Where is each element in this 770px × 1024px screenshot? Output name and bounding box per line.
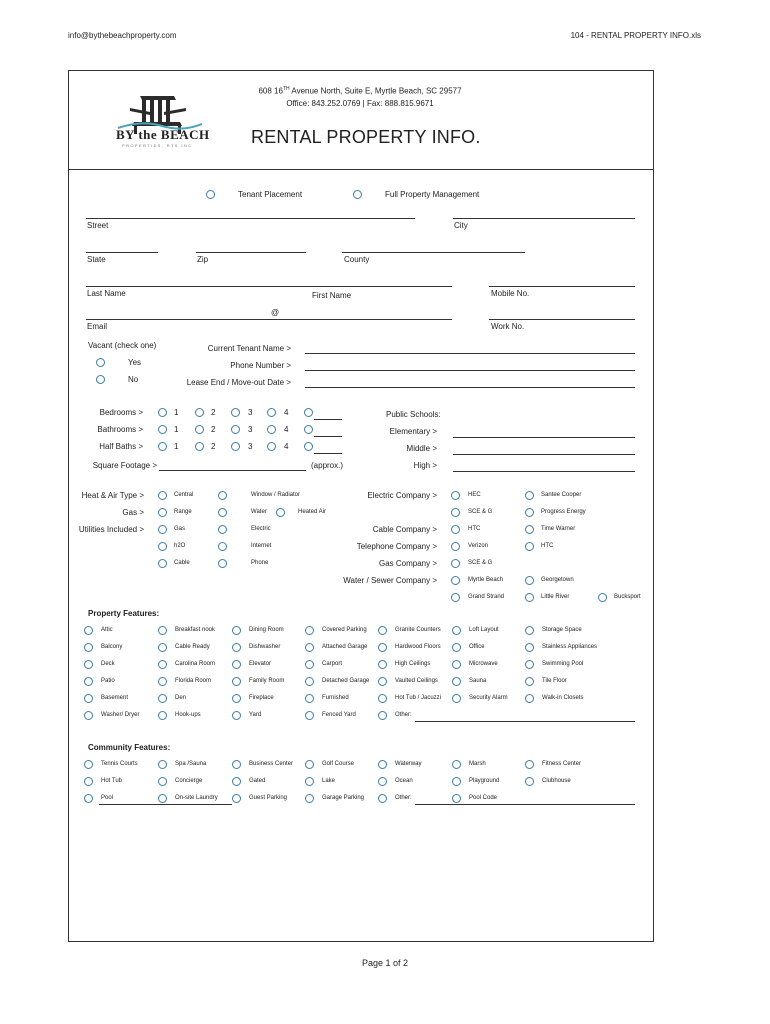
other-checkbox[interactable] (378, 794, 387, 803)
attic-label: Attic (101, 627, 113, 633)
verizon-label: Verizon (468, 543, 489, 549)
yard-checkbox[interactable] (232, 711, 241, 720)
cable-label: Cable (174, 560, 190, 566)
florida-room-checkbox[interactable] (158, 677, 167, 686)
storage-space-label: Storage Space (542, 627, 582, 633)
myrtle-beach-radio[interactable] (451, 576, 460, 585)
security-alarm-checkbox[interactable] (452, 694, 461, 703)
hardwood-floors-checkbox[interactable] (378, 643, 387, 652)
hec-radio[interactable] (451, 491, 460, 500)
middle-label: Middle > (406, 444, 437, 453)
property-features-heading: Property Features: (88, 609, 160, 618)
pool-code-label: Pool Code (469, 795, 498, 801)
carport-label: Carport (322, 661, 343, 667)
high-field[interactable] (453, 471, 635, 472)
bedrooms-4-radio[interactable] (267, 408, 276, 417)
playground-label: Playground (469, 778, 500, 784)
street-field[interactable] (86, 218, 415, 219)
lease-end-label: Lease End / Move-out Date > (186, 378, 291, 387)
water-company-label: Water / Sewer Company > (343, 576, 437, 585)
email-field[interactable] (86, 319, 452, 320)
h2o-label: h2O (174, 543, 186, 549)
myrtle-beach-label: Myrtle Beach (468, 577, 504, 583)
tile-floor-checkbox[interactable] (525, 677, 534, 686)
guest-parking-checkbox[interactable] (232, 794, 241, 803)
tenant-placement-radio[interactable] (206, 190, 215, 199)
company-address: 608 16TH Avenue North, Suite E, Myrtle Beach, SC 29577 (258, 86, 462, 96)
mobile-label: Mobile No. (491, 289, 530, 298)
htc-cable-label: HTC (468, 526, 481, 532)
header-email[interactable]: info@bythebeachproperty.com (68, 31, 177, 40)
bucksport-radio[interactable] (598, 593, 607, 602)
half-baths-1-radio[interactable] (158, 442, 167, 451)
golf-course-label: Golf Course (322, 761, 355, 767)
bathrooms-other-radio[interactable] (304, 425, 313, 434)
page-number: Page 1 of 2 (361, 958, 409, 968)
golf-course-checkbox[interactable] (305, 760, 314, 769)
street-label: Street (87, 221, 109, 230)
spa-sauna-label: Spa /Sauna (175, 761, 207, 767)
bathrooms-other-field[interactable] (314, 436, 342, 437)
swimming-pool-checkbox[interactable] (525, 660, 534, 669)
balcony-checkbox[interactable] (84, 643, 93, 652)
heat-air-label: Heat & Air Type > (81, 491, 144, 500)
security-alarm-label: Security Alarm (469, 695, 508, 701)
half-baths-4-radio[interactable] (267, 442, 276, 451)
central-label: Central (174, 492, 194, 498)
bedrooms-other-radio[interactable] (304, 408, 313, 417)
internet-label: Internet (251, 543, 272, 549)
vacant-no-label: No (128, 375, 139, 384)
fireplace-label: Fireplace (249, 695, 274, 701)
bathrooms-2-label: 2 (211, 425, 216, 434)
hot-tub-jacuzzi-checkbox[interactable] (378, 694, 387, 703)
little-river-radio[interactable] (525, 593, 534, 602)
city-label: City (454, 221, 468, 230)
telephone-company-label: Telephone Company > (356, 542, 437, 551)
ocean-checkbox[interactable] (378, 777, 387, 786)
form-title: RENTAL PROPERTY INFO. (251, 127, 481, 147)
business-center-label: Business Center (249, 761, 294, 767)
vacant-yes-radio[interactable] (96, 358, 105, 367)
gas-company-label: Gas Company > (378, 559, 437, 568)
grand-strand-label: Grand Strand (468, 594, 505, 600)
elementary-label: Elementary > (389, 427, 437, 436)
heated-air-radio[interactable] (276, 508, 285, 517)
gas-type-label: Gas > (122, 508, 144, 517)
washer-dryer-label: Washer/ Dryer (101, 712, 140, 718)
walk-in-closets-label: Walk-in Closets (542, 695, 584, 701)
bedrooms-1-radio[interactable] (158, 408, 167, 417)
bathrooms-4-label: 4 (284, 425, 289, 434)
dining-room-checkbox[interactable] (232, 626, 241, 635)
sceg-gas-radio[interactable] (451, 559, 460, 568)
fenced-yard-checkbox[interactable] (305, 711, 314, 720)
washer-dryer-checkbox[interactable] (84, 711, 93, 720)
cable-ready-checkbox[interactable] (158, 643, 167, 652)
high-ceilings-checkbox[interactable] (378, 660, 387, 669)
yard-label: Yard (249, 712, 262, 718)
h2o-radio[interactable] (158, 542, 167, 551)
half-baths-other-radio[interactable] (304, 442, 313, 451)
current-tenant-field[interactable] (305, 353, 635, 354)
email-at-sign: @ (271, 308, 280, 317)
pool-code-checkbox[interactable] (452, 794, 461, 803)
pool-label: Pool (101, 795, 114, 801)
loft-layout-checkbox[interactable] (452, 626, 461, 635)
bedrooms-label: Bedrooms > (99, 408, 143, 417)
hot-tub-label: Hot Tub (101, 778, 123, 784)
tenant-placement-label: Tenant Placement (238, 190, 303, 199)
georgetown-radio[interactable] (525, 576, 534, 585)
tenant-phone-field[interactable] (305, 370, 635, 371)
sceg-electric-radio[interactable] (451, 508, 460, 517)
ocean-label: Ocean (395, 778, 413, 784)
den-label: Den (175, 695, 187, 701)
other-label: Other: (395, 795, 412, 801)
pool-code-text-field[interactable] (99, 804, 232, 805)
elementary-field[interactable] (453, 437, 635, 438)
concierge-label: Concierge (175, 778, 203, 784)
hook-ups-checkbox[interactable] (158, 711, 167, 720)
community-features-heading: Community Features: (88, 743, 171, 752)
hot-tub-checkbox[interactable] (84, 777, 93, 786)
elevator-checkbox[interactable] (232, 660, 241, 669)
cable-ready-label: Cable Ready (175, 644, 210, 650)
email-label: Email (87, 322, 108, 331)
bedrooms-2-radio[interactable] (195, 408, 204, 417)
waterway-checkbox[interactable] (378, 760, 387, 769)
carport-checkbox[interactable] (305, 660, 314, 669)
bedrooms-3-radio[interactable] (231, 408, 240, 417)
hot-tub-jacuzzi-label: Hot Tub / Jacuzzi (395, 695, 442, 701)
swimming-pool-label: Swimming Pool (542, 661, 584, 667)
granite-counters-label: Granite Counters (395, 627, 441, 633)
santee-cooper-label: Santee Cooper (541, 492, 582, 498)
covered-parking-checkbox[interactable] (305, 626, 314, 635)
stainless-appliances-label: Stainless Appliances (542, 644, 598, 650)
bedrooms-other-field[interactable] (314, 419, 342, 420)
family-room-label: Family Room (249, 678, 285, 684)
high-ceilings-label: High Ceilings (395, 661, 431, 667)
grand-strand-radio[interactable] (451, 593, 460, 602)
office-label: Office (469, 644, 485, 650)
county-label: County (344, 255, 370, 264)
deck-label: Deck (101, 661, 115, 667)
dining-room-label: Dining Room (249, 627, 284, 633)
hec-label: HEC (468, 492, 481, 498)
schools-heading: Public Schools: (386, 410, 441, 419)
zip-label: Zip (197, 255, 209, 264)
bathrooms-1-label: 1 (174, 425, 179, 434)
gas-utility-label: Gas (174, 526, 186, 532)
half-baths-3-radio[interactable] (231, 442, 240, 451)
htc-cable-radio[interactable] (451, 525, 460, 534)
zip-field[interactable] (196, 252, 306, 253)
granite-counters-checkbox[interactable] (378, 626, 387, 635)
range-radio[interactable] (158, 508, 167, 517)
heated-air-label: Heated Air (298, 509, 327, 515)
city-field[interactable] (453, 218, 635, 219)
bathrooms-2-radio[interactable] (195, 425, 204, 434)
sauna-label: Sauna (469, 678, 487, 684)
elevator-label: Elevator (249, 661, 272, 667)
spa-sauna-checkbox[interactable] (158, 760, 167, 769)
storage-space-checkbox[interactable] (525, 626, 534, 635)
logo-wordmark: BY the BEACH (116, 127, 210, 142)
header-divider (68, 169, 654, 170)
attached-garage-label: Attached Garage (322, 644, 368, 650)
work-label: Work No. (491, 322, 525, 331)
gated-checkbox[interactable] (232, 777, 241, 786)
vaulted-ceilings-label: Vaulted Ceilings (395, 678, 438, 684)
county-field[interactable] (342, 252, 525, 253)
hardwood-floors-label: Hardwood Floors (395, 644, 441, 650)
half-baths-label: Half Baths > (99, 442, 143, 451)
georgetown-label: Georgetown (541, 577, 574, 583)
breakfast-nook-checkbox[interactable] (158, 626, 167, 635)
patio-label: Patio (101, 678, 115, 684)
balcony-label: Balcony (101, 644, 123, 650)
window-label: Window / Radiator (251, 492, 301, 498)
sceg-gas-label: SCE & G (468, 560, 493, 566)
concierge-checkbox[interactable] (158, 777, 167, 786)
lake-label: Lake (322, 778, 336, 784)
on-site-laundry-label: On-site Laundry (175, 795, 218, 801)
other-text-field[interactable] (415, 721, 635, 722)
dishwasher-checkbox[interactable] (232, 643, 241, 652)
other-text-field[interactable] (415, 804, 635, 805)
sauna-checkbox[interactable] (452, 677, 461, 686)
guest-parking-label: Guest Parking (249, 795, 288, 801)
central-radio[interactable] (158, 491, 167, 500)
sceg-electric-label: SCE & G (468, 509, 493, 515)
time-warner-label: Time Warner (541, 526, 576, 532)
lease-end-field[interactable] (305, 387, 635, 388)
window-radio[interactable] (218, 491, 227, 500)
covered-parking-label: Covered Parking (322, 627, 367, 633)
state-field[interactable] (86, 252, 158, 253)
attic-checkbox[interactable] (84, 626, 93, 635)
garage-parking-label: Garage Parking (322, 795, 365, 801)
waterway-label: Waterway (395, 761, 422, 767)
gated-label: Gated (249, 778, 266, 784)
family-room-checkbox[interactable] (232, 677, 241, 686)
lake-checkbox[interactable] (305, 777, 314, 786)
clubhouse-label: Clubhouse (542, 778, 571, 784)
phone-label: Phone (251, 560, 269, 566)
bathrooms-label: Bathrooms > (97, 425, 143, 434)
other-label: Other: (395, 712, 412, 718)
bucksport-label: Bucksport (614, 594, 641, 600)
range-label: Range (174, 509, 192, 515)
bedrooms-2-label: 2 (211, 408, 216, 417)
tennis-courts-checkbox[interactable] (84, 760, 93, 769)
carolina-room-label: Carolina Room (175, 661, 216, 667)
half-baths-2-radio[interactable] (195, 442, 204, 451)
current-tenant-label: Current Tenant Name > (207, 344, 291, 353)
furnished-label: Furnished (322, 695, 349, 701)
walk-in-closets-checkbox[interactable] (525, 694, 534, 703)
basement-checkbox[interactable] (84, 694, 93, 703)
furnished-checkbox[interactable] (305, 694, 314, 703)
fenced-yard-label: Fenced Yard (322, 712, 356, 718)
carolina-room-checkbox[interactable] (158, 660, 167, 669)
work-field[interactable] (489, 319, 635, 320)
bedrooms-3-label: 3 (248, 408, 253, 417)
florida-room-label: Florida Room (175, 678, 212, 684)
name-field[interactable] (86, 286, 452, 287)
half-baths-1-label: 1 (174, 442, 179, 451)
fitness-center-label: Fitness Center (542, 761, 582, 767)
tennis-courts-label: Tennis Courts (101, 761, 138, 767)
microwave-label: Microwave (469, 661, 498, 667)
clubhouse-checkbox[interactable] (525, 777, 534, 786)
company-contact: Office: 843.252.0769 | Fax: 888.815.9671 (286, 99, 434, 108)
vacant-no-radio[interactable] (96, 375, 105, 384)
cable-radio[interactable] (158, 559, 167, 568)
fitness-center-checkbox[interactable] (525, 760, 534, 769)
stainless-appliances-checkbox[interactable] (525, 643, 534, 652)
garage-parking-checkbox[interactable] (305, 794, 314, 803)
detached-garage-label: Detached Garage (322, 678, 370, 684)
progress-energy-radio[interactable] (525, 508, 534, 517)
electric-company-label: Electric Company > (367, 491, 437, 500)
other-checkbox[interactable] (378, 711, 387, 720)
progress-energy-label: Progress Energy (541, 509, 586, 515)
deck-checkbox[interactable] (84, 660, 93, 669)
square-footage-label: Square Footage > (92, 461, 157, 470)
electric-radio[interactable] (218, 525, 227, 534)
half-baths-3-label: 3 (248, 442, 253, 451)
santee-cooper-radio[interactable] (525, 491, 534, 500)
half-baths-4-label: 4 (284, 442, 289, 451)
microwave-checkbox[interactable] (452, 660, 461, 669)
basement-label: Basement (101, 695, 129, 701)
bathrooms-3-label: 3 (248, 425, 253, 434)
breakfast-nook-label: Breakfast nook (175, 627, 216, 633)
detached-garage-checkbox[interactable] (305, 677, 314, 686)
htc-telephone-radio[interactable] (525, 542, 534, 551)
water-radio[interactable] (218, 508, 227, 517)
loft-layout-label: Loft Layout (469, 627, 499, 633)
fireplace-checkbox[interactable] (232, 694, 241, 703)
den-checkbox[interactable] (158, 694, 167, 703)
full-management-label: Full Property Management (385, 190, 480, 199)
water-label: Water (251, 509, 267, 515)
vacant-yes-label: Yes (128, 358, 142, 367)
patio-checkbox[interactable] (84, 677, 93, 686)
business-center-checkbox[interactable] (232, 760, 241, 769)
vacant-heading: Vacant (check one) (88, 341, 157, 350)
pool-checkbox[interactable] (84, 794, 93, 803)
half-baths-other-field[interactable] (314, 453, 342, 454)
bathrooms-3-radio[interactable] (231, 425, 240, 434)
office-checkbox[interactable] (452, 643, 461, 652)
marsh-checkbox[interactable] (452, 760, 461, 769)
full-management-radio[interactable] (353, 190, 362, 199)
bedrooms-4-label: 4 (284, 408, 289, 417)
bedrooms-1-label: 1 (174, 408, 179, 417)
mobile-field[interactable] (489, 286, 635, 287)
on-site-laundry-checkbox[interactable] (158, 794, 167, 803)
approx-label: (approx.) (311, 461, 344, 470)
state-label: State (87, 255, 106, 264)
logo-subtitle: PROPERTIES, RTS INC (122, 143, 193, 148)
gas-utility-radio[interactable] (158, 525, 167, 534)
first-name-label: First Name (312, 291, 352, 300)
hook-ups-label: Hook-ups (175, 712, 201, 718)
phone-radio[interactable] (218, 559, 227, 568)
dishwasher-label: Dishwasher (249, 644, 281, 650)
middle-field[interactable] (453, 454, 635, 455)
header-filename: 104 - RENTAL PROPERTY INFO.xls (570, 31, 701, 40)
playground-checkbox[interactable] (452, 777, 461, 786)
bathrooms-4-radio[interactable] (267, 425, 276, 434)
half-baths-2-label: 2 (211, 442, 216, 451)
bathrooms-1-radio[interactable] (158, 425, 167, 434)
high-label: High > (413, 461, 437, 470)
verizon-radio[interactable] (451, 542, 460, 551)
form-frame (68, 70, 654, 942)
attached-garage-checkbox[interactable] (305, 643, 314, 652)
square-footage-field[interactable] (159, 470, 306, 471)
tenant-phone-label: Phone Number > (230, 361, 291, 370)
internet-radio[interactable] (218, 542, 227, 551)
last-name-label: Last Name (87, 289, 126, 298)
electric-label: Electric (251, 526, 271, 532)
htc-telephone-label: HTC (541, 543, 554, 549)
marsh-label: Marsh (469, 761, 486, 767)
time-warner-radio[interactable] (525, 525, 534, 534)
cable-company-label: Cable Company > (372, 525, 437, 534)
vaulted-ceilings-checkbox[interactable] (378, 677, 387, 686)
little-river-label: Little River (541, 594, 570, 600)
tile-floor-label: Tile Floor (542, 678, 567, 684)
utilities-included-label: Utilities Included > (78, 525, 144, 534)
